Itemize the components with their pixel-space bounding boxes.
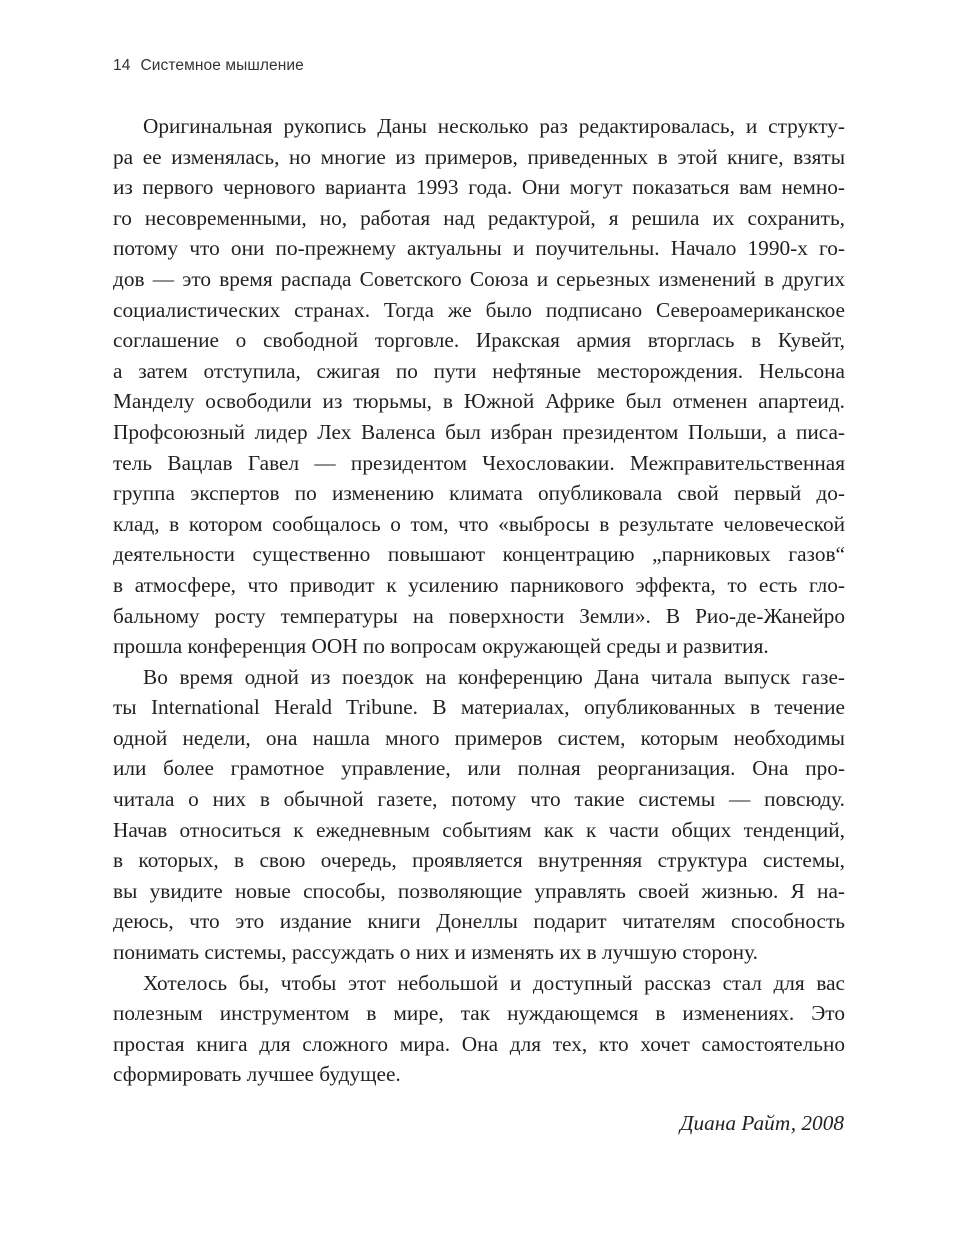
text-line: го несовременными, но, работая над редактурой, я решила их сохранить, (113, 205, 845, 230)
text-line: тель Вацлав Гавел — президентом Чехословакии. Межправительственная (113, 450, 845, 475)
text-line: ра ее изменялась, но многие из примеров, приведенных в этой книге, взяты (113, 144, 845, 169)
text-line: читала о них в обычной газете, потому что такие системы — повсюду. (113, 787, 845, 812)
text-line: дов — это время распада Советского Союза и серьезных изменений в других (113, 266, 845, 291)
text-line: Во время одной из поездок на конференцию Дана читала выпуск газе- (143, 664, 845, 689)
text-line: прошла конференция ООН по вопросам окружающей среды и развития. (113, 634, 769, 659)
text-line: полезным инструментом в мире, так нуждающемся в изменениях. Это (113, 1001, 845, 1026)
text-line: Оригинальная рукопись Даны несколько раз редактировалась, и структу- (143, 114, 845, 138)
page-number: 14 (113, 57, 131, 74)
running-title: Системное мышление (140, 57, 304, 74)
text-line: ты International Herald Tribune. В материалах, опубликованных в течение (113, 695, 845, 720)
text-line: из первого чернового варианта 1993 года. Они могут показаться вам немно- (113, 175, 845, 200)
text-line: одной недели, она нашла много примеров систем, которым необходимы (113, 725, 845, 750)
text-line: вы увидите новые способы, позволяющие управлять своей жизнью. Я на- (113, 878, 845, 903)
text-line: в атмосфере, что приводит к усилению парникового эффекта, то есть гло- (113, 572, 845, 597)
text-line: Манделу освободили из тюрьмы, в Южной Африке был отменен апартеид. (113, 389, 845, 414)
text-line: клад, в котором сообщалось о том, что «выбросы в результате человеческой (113, 511, 845, 536)
text-line: понимать системы, рассуждать о них и изменять их в лучшую сторону. (113, 940, 758, 965)
paragraph-3 (113, 968, 845, 1090)
signature: Диана Райт, 2008 (679, 1111, 844, 1135)
text-line: или более грамотное управление, или полная реорганизация. Она про- (113, 756, 845, 781)
text-line: деюсь, что это издание книги Донеллы подарит читателям способность (113, 909, 845, 934)
text-line: потому что они по-прежнему актуальны и поучительны. Начало 1990-х го- (113, 236, 845, 261)
running-head (113, 57, 304, 75)
text-line: в которых, в свою очередь, проявляется внутренняя структура системы, (113, 848, 845, 873)
text-line: Хотелось бы, чтобы этот небольшой и доступный рассказ стал для вас (143, 970, 845, 995)
body-text (113, 111, 845, 1090)
paragraph-1 (113, 111, 845, 662)
text-line: социалистических странах. Тогда же было подписано Североамериканское (113, 297, 845, 322)
text-line: а затем отступила, сжигая по пути нефтяные месторождения. Нельсона (113, 358, 845, 383)
text-line: деятельности существенно повышают концентрацию „парниковых газов“ (113, 542, 845, 567)
text-line: соглашение о свободной торговле. Иракская армия вторглась в Кувейт, (113, 328, 845, 353)
text-line: группа экспертов по изменению климата опубликовала свой первый до- (113, 481, 845, 506)
text-line: Начав относиться к ежедневным событиям как к части общих тенденций, (113, 817, 845, 842)
text-line: простая книга для сложного мира. Она для тех, кто хочет самостоятельно (113, 1031, 845, 1056)
text-line: бальному росту температуры на поверхности Земли». В Рио-де-Жанейро (113, 603, 845, 628)
text-line: сформировать лучшее будущее. (113, 1062, 401, 1087)
text-line: Профсоюзный лидер Лех Валенса был избран президентом Польши, а писа- (113, 419, 845, 444)
paragraph-2 (113, 662, 845, 968)
